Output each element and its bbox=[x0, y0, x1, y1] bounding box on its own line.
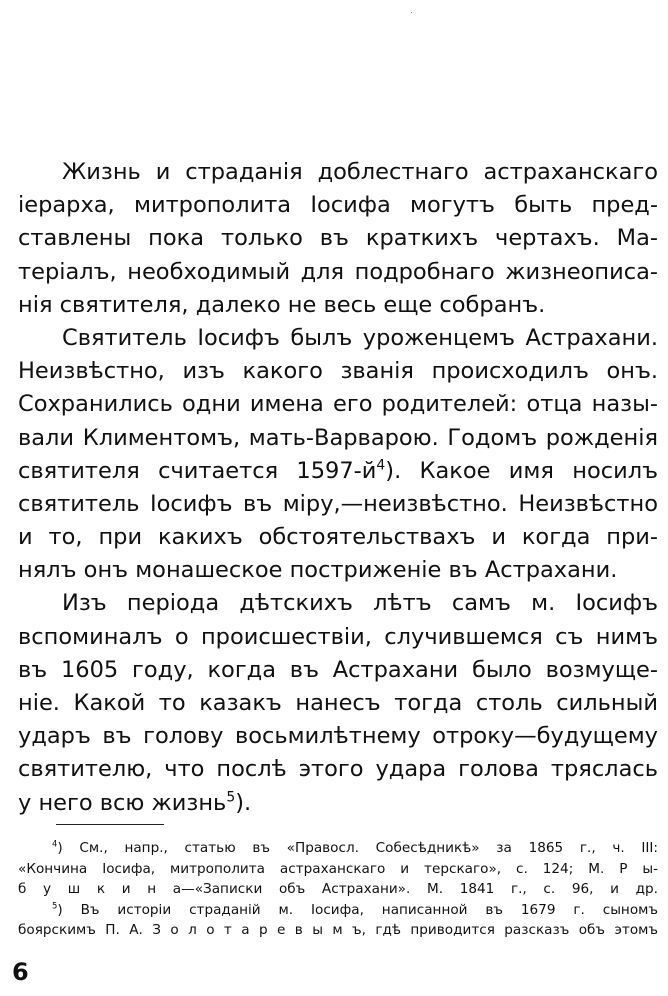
footnote-line: $^5$) Въ исторіи страданій м. Іосифа, написанной въ 1679 г. сыномъ bbox=[52, 899, 658, 918]
body-line-text: у него всю жизнь bbox=[18, 789, 227, 816]
body-line bbox=[18, 787, 658, 820]
body-line: ударъ въ голову восьмилѣтнему отроку—будущему bbox=[18, 723, 658, 750]
body-line: вали Климентомъ, мать-Варварою. Годомъ рожденія bbox=[18, 424, 658, 451]
body-line: въ 1605 году, когда въ Астрахани было возмуще- bbox=[18, 656, 658, 683]
body-line: Изъ періода дѣтскихъ лѣтъ самъ м. Іосифъ bbox=[62, 590, 658, 617]
footnote-line: «Кончина Іосифа, митрополита астраханскаго и терскаго», с. 124; М. Р ы- bbox=[18, 860, 658, 877]
body-line: Сохранились одни имена его родителей: отца назы- bbox=[18, 391, 658, 418]
body-line: вспоминалъ о происшествіи, случившемся съ нимъ bbox=[18, 623, 658, 650]
page-number: 6 bbox=[12, 958, 29, 986]
footnote-line: $^4$) См., напр., статью въ «Правосл. Собесѣдникѣ» за 1865 г., ч. III: bbox=[52, 838, 658, 856]
footnote-marker-5: 5 bbox=[52, 899, 58, 910]
body-line: іерарха, митрополита Іосифа могутъ быть пред- bbox=[18, 192, 658, 219]
body-line-text: ). bbox=[235, 789, 252, 816]
body-line: ніе. Какой то казакъ нанесъ тогда столь сильный bbox=[18, 690, 658, 716]
footnote-text: Въ исторіи страданій м. Іосифа, написанной въ 1679 г. сыномъ bbox=[80, 901, 658, 918]
print-speck bbox=[411, 12, 412, 13]
main-text bbox=[18, 156, 658, 820]
footnote-marker-4: 4 bbox=[52, 838, 58, 849]
body-line: нія святителя, далеко не весь еще собранъ. bbox=[18, 291, 546, 318]
footnotes bbox=[18, 838, 658, 941]
body-line bbox=[18, 455, 658, 488]
footnote-ref-5: 5 bbox=[226, 789, 236, 806]
body-line: Неизвѣстно, изъ какого званія происходилъ онъ. bbox=[18, 358, 658, 385]
body-line: ставлены пока только въ краткихъ чертахъ. Ма- bbox=[18, 225, 658, 252]
body-line: теріалъ, необходимый для подробнаго жизнеописа- bbox=[18, 258, 658, 285]
body-line: Жизнь и страданія доблестнаго астраханскаго bbox=[62, 159, 658, 185]
footnote-line: боярскимъ П. А. З о л о т а р е в ы м ъ, гдѣ приводится разсказъ объ этомъ bbox=[18, 922, 658, 938]
footnote-divider bbox=[56, 824, 164, 825]
body-line: нялъ онъ монашеское постриженіе въ Астрахани. bbox=[18, 557, 618, 584]
body-line: святителю, что послѣ этого удара голова тряслась bbox=[18, 756, 658, 783]
body-line: и то, при какихъ обстоятельствахъ и когда при- bbox=[18, 524, 658, 551]
footnote-text: См., напр., статью въ «Правосл. Собесѣдникѣ» за 1865 г., ч. III: bbox=[79, 840, 658, 856]
footnote-ref-4: 4 bbox=[376, 457, 386, 474]
footnote-line: б у ш к и н а—«Записки объ Астрахани». М. 1841 г., с. 96, и др. bbox=[18, 881, 658, 897]
body-line: святитель Іосифъ въ міру,—неизвѣстно. Неизвѣстно bbox=[18, 490, 658, 517]
body-line: Святитель Іосифъ былъ уроженцемъ Астрахани. bbox=[62, 324, 658, 351]
body-line-text: ). Какое имя носилъ bbox=[385, 457, 658, 484]
body-line-text: святителя считается 1597-й bbox=[18, 457, 377, 484]
